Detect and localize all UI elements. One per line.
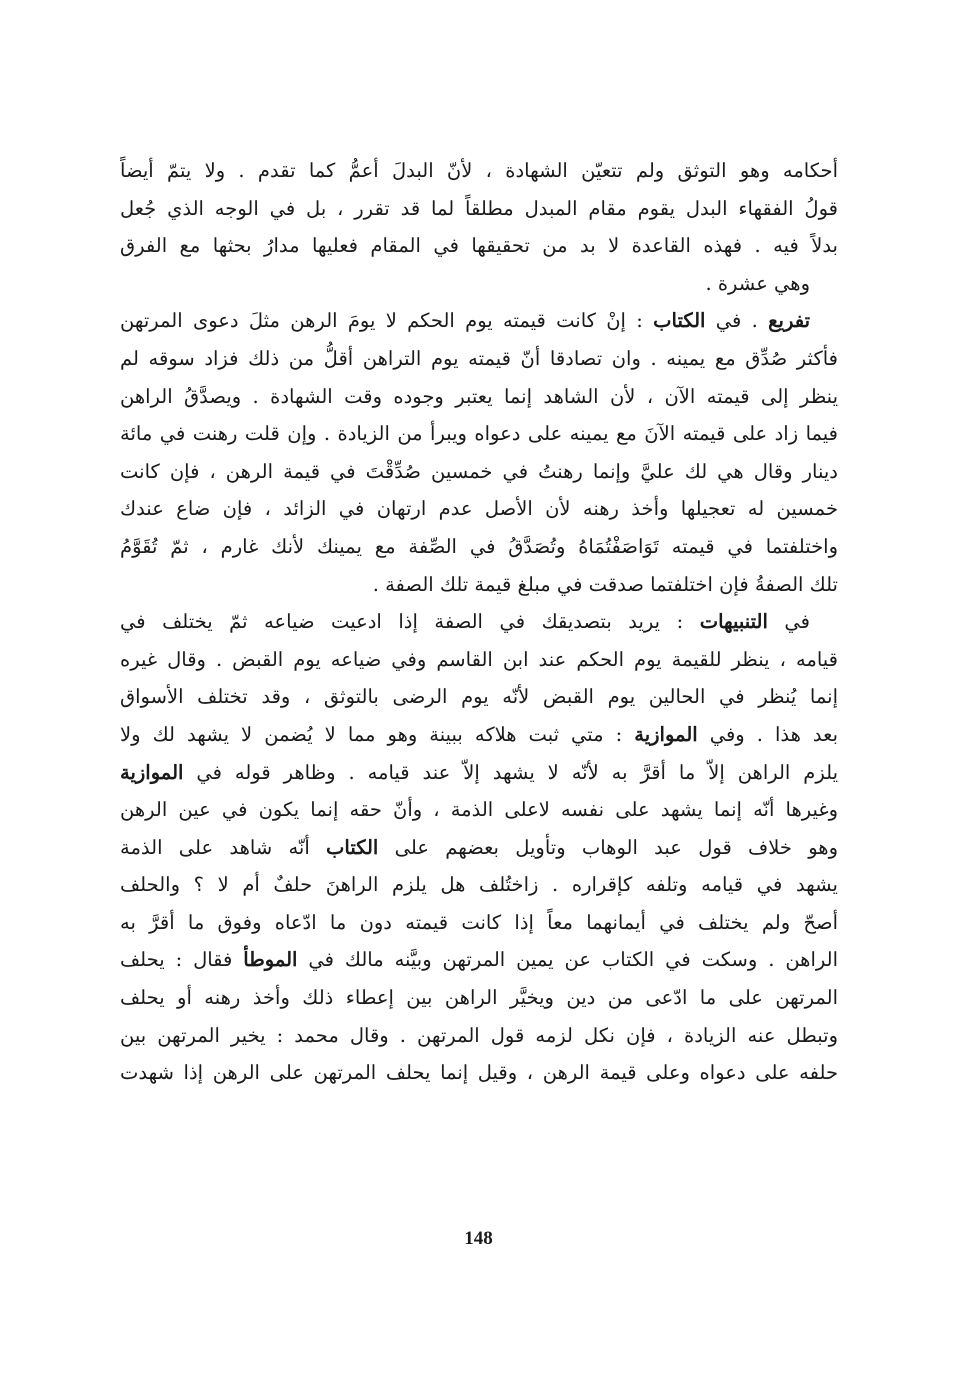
text-line: فأكثر صُدِّق مع يمينه . وان تصادقا أنّ قيمته يوم التراهن أقلُّ من ذلك فزاد سوقه لم [120,346,838,370]
page-body [120,152,838,1212]
text-segment: يلزم الراهن إلاّ ما أقرَّ به لأنّه لا يشهد إلاّ عند قيامه . وظاهر قوله في [183,760,838,784]
text-line [120,641,838,679]
paragraph-1 [120,152,838,302]
text-line: قولُ الفقهاء البدل يقوم مقام المبدل مطلقاً لما قد تقرر ، بل في الوجه الذي جُعل [120,196,838,220]
text-line: بدلاً فيه . فهذه القاعدة لا بد من تحقيقها في المقام فعليها مدارُ بحثها مع الفرق [120,234,838,258]
text-segment: يشهد في قيامه وتلفه كإقراره . زاختُلف هل يلزم الراهنَ حلفٌ أم لا ؟ والحلف [120,873,838,897]
text-segment: أصحّ ولم يختلف في أيمانهما معاً إذا كانت قيمته دون ما ادّعاه وفوق ما أقرَّ به [120,910,838,934]
text-segment: الراهن . وسكت في الكتاب عن يمين المرتهن وبيَّنه مالك في [297,948,838,972]
bold-term-tanbihat: التنبيهات [699,610,768,634]
text-line: ينظر إلى قيمته الآن ، لأن الشاهد إنما يعتبر وجوده وقت الشهادة . ويصدَّقُ الراهن [120,384,838,408]
text-segment: إنما يُنظر في الحالين يوم القبض لأنّه يوم الرضى بالتوثق ، وقد تختلف الأسواق [120,685,838,709]
paragraph-3 [120,603,838,1092]
text-segment: فقال : يحلف [120,948,244,972]
text-line [120,979,838,1017]
text-line [120,1017,838,1055]
text-segment: أنّه شاهد على الذمة [120,835,327,859]
text-line: خمسين له تعجيلها وأخذ رهنه لأن الأصل عدم ارتهان في الزائد ، فإن ضاع عندك [120,497,838,521]
bold-term-tafree: تفريع [768,309,811,333]
text-segment: حلفه على دعواه وعلى قيمة الرهن ، وقيل إنما يحلف المرتهن على الرهن إذا شهدت [120,1061,838,1085]
paragraph-lead-line [120,603,838,641]
text-segment: وغيرها أنّه إنما يشهد على نفسه لاعلى الذمة ، وأنّ حقه إنما يكون في عين الرهن [120,798,838,822]
text-segment: المرتهن على ما ادّعى من دين ويخيَّر الراهن بين إعطاء ذلك وأخذ رهنه أو يحلف [120,986,838,1010]
lead-prefix: في [767,610,810,634]
text-line [120,1054,838,1092]
text-line [120,941,838,979]
text-line [120,791,838,829]
text-line: دينار وقال هي لك عليَّ وإنما رهنتُ في خمسين صُدِّقْتَ في قيمة الرهن ، فإن كانت [120,459,838,483]
text-line: أحكامه وهو التوثق ولم تتعيّن الشهادة ، لأنّ البدلَ أعمُّ كما تقدم . ولا يتمّ أيضاً [120,159,838,182]
text-line: واختلفتما في قيمته تَوَاصَفْتُمَاهُ وتُصَدَّقُ في الصِّفة مع يمينك لأنك غارم ، ثمّ تُقَوَّمُ [120,534,838,558]
paragraph-lead-line [120,302,838,340]
lead-rest: : يريد بتصديقك في الصفة إذا ادعيت ضياعه ثمّ يختلف في [120,610,700,634]
bold-term: الموازية [120,760,184,784]
lead-rest: : إنْ كانت قيمته يوم الحكم لا يومَ الرهن مثلَ دعوى المرتهن [120,309,654,333]
text-line [120,829,838,867]
bold-term: الكتاب [326,835,379,859]
text-line [120,678,838,716]
text-segment: بعد هذا . وفي [697,722,838,746]
paragraph-2 [120,302,838,603]
text-line: وهي عشرة . [705,271,810,295]
text-line [120,904,838,942]
page-number: 148 [464,1228,493,1249]
text-line [120,754,838,792]
bold-term: الموطأ [243,948,298,972]
text-line [120,866,838,904]
text-line [120,716,838,754]
text-segment: وهو خلاف قول عبد الوهاب وتأويل بعضهم على [378,835,838,859]
bold-term-kitab: الكتاب [653,309,706,333]
text-line: تلك الصفةُ فإن اختلفتما صدقت في مبلغ قيمة تلك الصفة . [372,572,838,596]
text-segment: وتبطل عنه الزيادة ، فإن نكل لزمه قول المرتهن . وقال محمد : يخير المرتهن بين [120,1023,838,1047]
text-segment: قيامه ، ينظر للقيمة يوم الحكم عند ابن القاسم وفي ضياعه يوم القبض . وقال غيره [120,647,838,671]
lead-connector: . في [705,309,769,333]
text-line: فيما زاد على قيمته الآنَ مع يمينه على دعواه ويبرأ من الزيادة . وإن قلت رهنت في مائة [120,422,838,446]
text-segment: : متي ثبت هلاكه ببينة وهو مما لا يُضمن لا يشهد لك ولا [120,722,635,746]
bold-term: الموازية [634,722,698,746]
